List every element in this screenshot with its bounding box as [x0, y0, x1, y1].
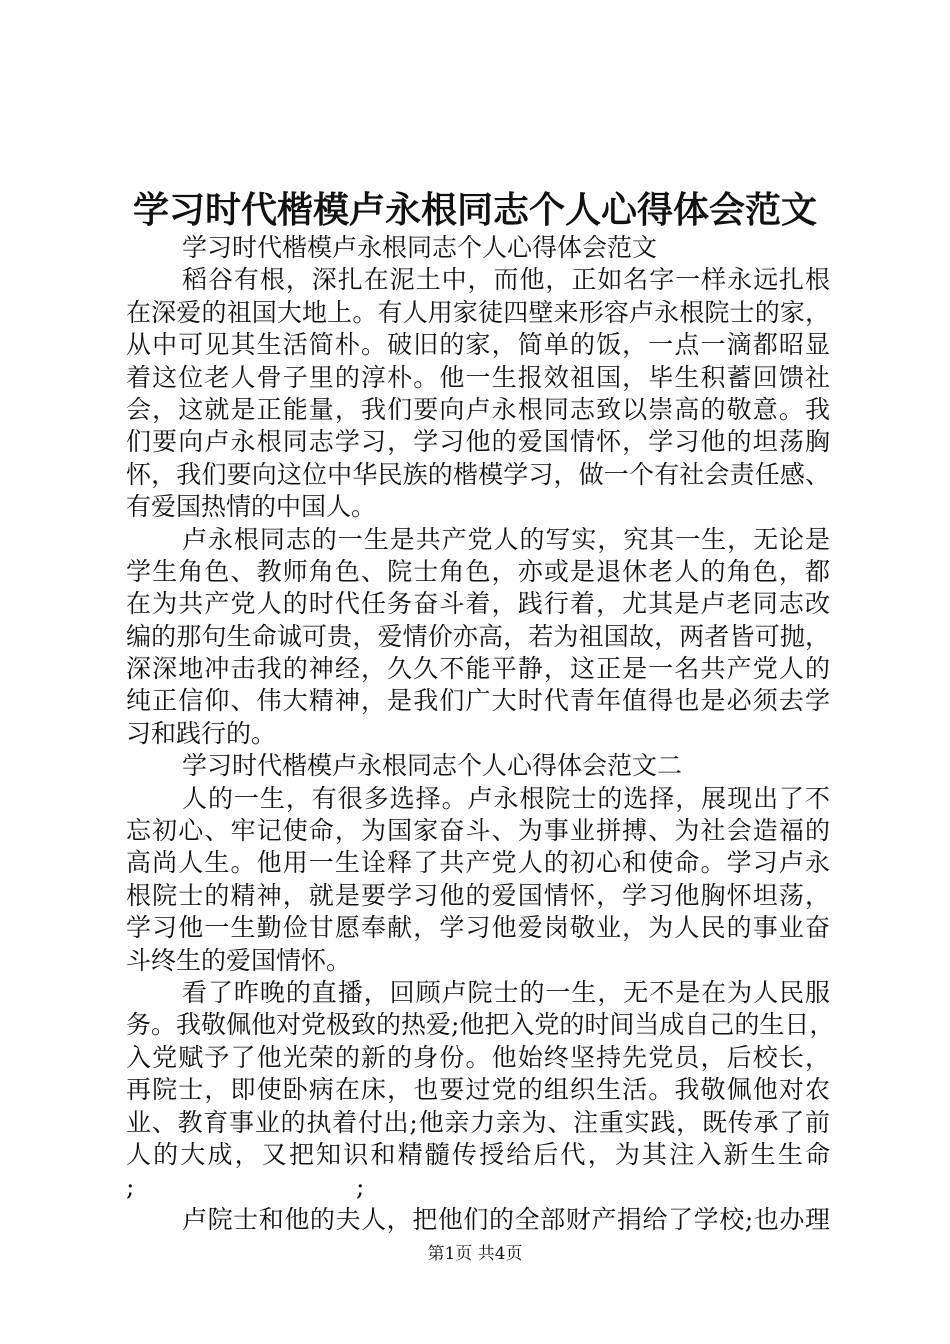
- body-line: 业、教育事业的执着付出;他亲力亲为、注重实践，既传承了前: [126, 1107, 830, 1137]
- body-line: 再院士，即使卧病在床，也要过党的组织生活。我敬佩他对农: [126, 1075, 830, 1105]
- body-line: 斗终生的爱国情怀。: [126, 945, 352, 975]
- body-line: 学习他一生勤俭甘愿奉献，学习他爱岗敬业，为人民的事业奋: [126, 913, 830, 943]
- body-line: 卢院士和他的夫人，把他们的全部财产捐给了学校;也办理: [182, 1204, 830, 1234]
- body-line: 务。我敬佩他对党极致的热爱;他把入党的时间当成自己的生日，: [126, 1010, 835, 1040]
- body-line: 习和践行的。: [126, 718, 277, 748]
- body-line: 会，这就是正能量，我们要向卢永根同志致以崇高的敬意。我: [126, 394, 830, 424]
- body-line: 学生角色、教师角色、院士角色，亦或是退休老人的角色，都: [126, 556, 830, 586]
- body-line: 人的一生，有很多选择。卢永根院士的选择，展现出了不: [182, 783, 830, 813]
- body-line: 从中可见其生活简朴。破旧的家，简单的饭，一点一滴都昭显: [126, 330, 830, 360]
- body-line: 们要向卢永根同志学习，学习他的爱国情怀，学习他的坦荡胸: [126, 427, 830, 457]
- subtitle-line: 学习时代楷模卢永根同志个人心得体会范文: [182, 233, 658, 262]
- body-line: 入党赋予了他光荣的新的身份。他始终坚持先党员，后校长，: [126, 1042, 830, 1072]
- body-line: 编的那句生命诚可贵，爱情价亦高，若为祖国故，两者皆可抛，: [126, 621, 830, 651]
- document-title: 学习时代楷模卢永根同志个人心得体会范文: [132, 189, 817, 231]
- semicolon-line: [126, 1171, 830, 1203]
- semicolon-mark: ;: [356, 1172, 365, 1202]
- body-line: 根院士的精神，就是要学习他的爱国情怀，学习他胸怀坦荡，: [126, 880, 830, 910]
- body-line: 人的大成，又把知识和精髓传授给后代，为其注入新生生命: [126, 1139, 830, 1169]
- body-line: 怀，我们要向这位中华民族的楷模学习，做一个有社会责任感、: [126, 459, 830, 489]
- section-heading-line: 学习时代楷模卢永根同志个人心得体会范文二: [182, 751, 683, 781]
- body-line: 忘初心、牢记使命，为国家奋斗、为事业拼搏、为社会造福的: [126, 816, 830, 846]
- document-body: [126, 232, 835, 1236]
- body-line: 有爱国热情的中国人。: [126, 492, 377, 522]
- semicolon-mark: ;: [126, 1172, 135, 1202]
- body-line: 深深地冲击我的神经，久久不能平静，这正是一名共产党人的: [126, 654, 830, 684]
- body-line: 看了昨晚的直播，回顾卢院士的一生，无不是在为人民服: [182, 977, 830, 1007]
- page-footer: 第1页 共4页: [427, 1244, 523, 1264]
- body-line: 纯正信仰、伟大精神，是我们广大时代青年值得也是必须去学: [126, 686, 830, 716]
- body-line: 在为共产党人的时代任务奋斗着，践行着，尤其是卢老同志改: [126, 589, 830, 619]
- body-line: 着这位老人骨子里的淳朴。他一生报效祖国，毕生积蓄回馈社: [126, 362, 830, 392]
- body-line: 高尚人生。他用一生诠释了共产党人的初心和使命。学习卢永: [126, 848, 830, 878]
- body-line: 在深爱的祖国大地上。有人用家徒四壁来形容卢永根院士的家，: [126, 297, 830, 327]
- body-line: 卢永根同志的一生是共产党人的写实，究其一生，无论是: [182, 524, 830, 554]
- body-line: 稻谷有根，深扎在泥土中，而他，正如名字一样永远扎根: [182, 265, 830, 295]
